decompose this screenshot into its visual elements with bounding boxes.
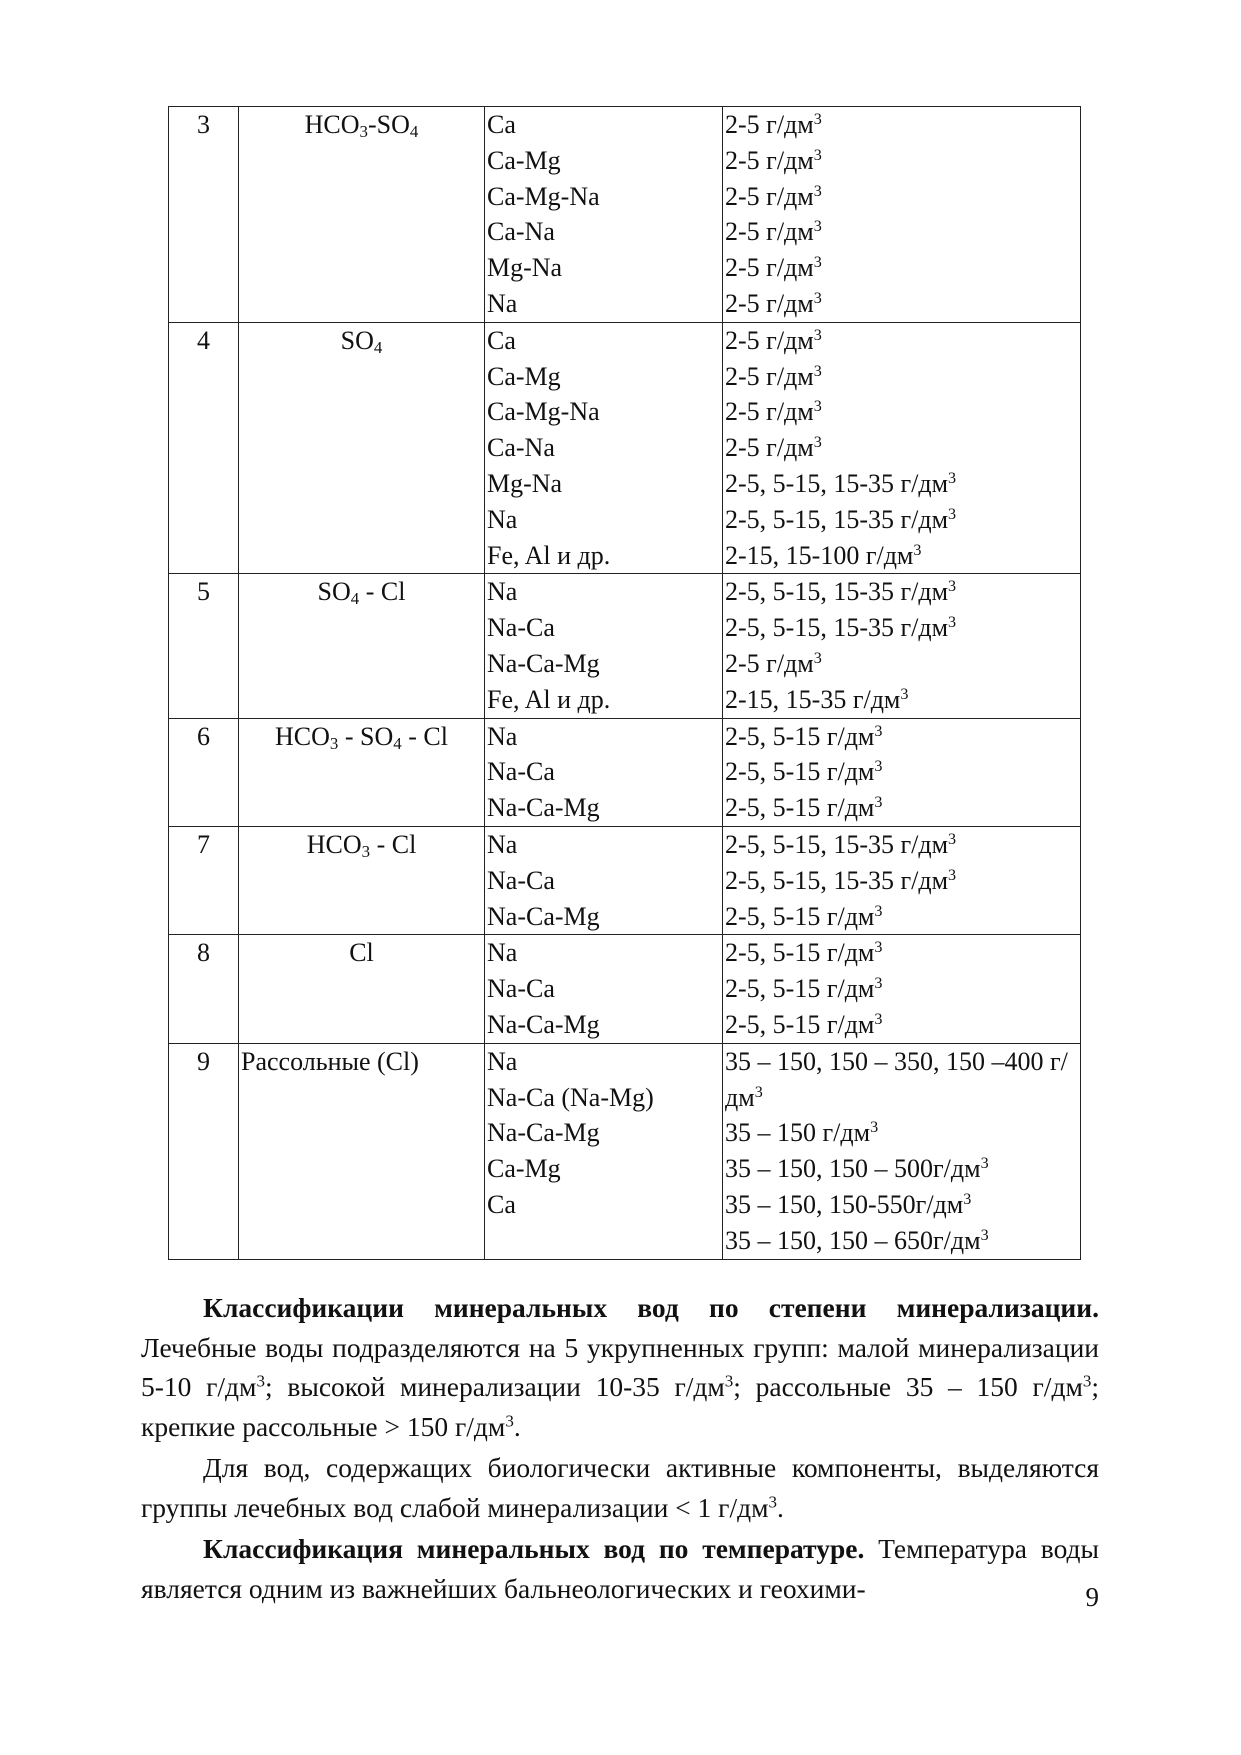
row-number: 3 <box>169 107 239 323</box>
mineralization-value: 2-5, 5-15, 15-35 $г/дм^3$ <box>725 865 957 895</box>
cation: Na-Ca <box>487 757 555 787</box>
mineralization-list <box>723 935 1081 1043</box>
cation: Na-Ca-Mg <box>487 901 600 931</box>
cation: Na-Ca-Mg <box>487 648 600 678</box>
table-row <box>169 107 1081 323</box>
mineralization-value: 2-5, 5-15 $г/дм^3$ <box>725 938 883 968</box>
cation: Na <box>487 504 518 534</box>
mineralization-value: 2-5, 5-15 $г/дм^3$ <box>725 793 883 823</box>
table-row <box>169 718 1081 826</box>
mineralization-list <box>723 322 1081 574</box>
anion-type: $SO_4$ - Cl <box>239 574 485 718</box>
anion-type: Рассольные (Cl) <box>239 1043 485 1259</box>
mineralization-value: 2-15, 15-100 $г/дм^3$ <box>725 540 922 570</box>
cation: Na <box>487 938 518 968</box>
cation-list <box>485 1043 723 1259</box>
mineralization-value: 2-5 $г/дм^3$ <box>725 253 822 283</box>
mineralization-value: 2-5 $г/дм^3$ <box>725 288 822 318</box>
mineralization-value: 2-5 $г/дм^3$ <box>725 397 822 427</box>
cation-list <box>485 935 723 1043</box>
cation: Ca <box>487 325 516 355</box>
cation: Ca-Mg-Na <box>487 397 600 427</box>
row-number: 5 <box>169 574 239 718</box>
mineralization-list <box>723 826 1081 934</box>
cation: Na <box>487 1046 518 1076</box>
mineralization-list <box>723 718 1081 826</box>
mineralization-value: 2-5, 5-15, 15-35 $г/дм^3$ <box>725 577 957 607</box>
table-row <box>169 574 1081 718</box>
cation: Na-Ca (Na-Mg) <box>487 1082 654 1112</box>
mineralization-list <box>723 1043 1081 1259</box>
mineralization-value: 35 – 150, $150 - 500г/дм^3$ <box>725 1154 989 1184</box>
table-row <box>169 826 1081 934</box>
row-number: 8 <box>169 935 239 1043</box>
mineralization-value: 2-5 $г/дм^3$ <box>725 181 822 211</box>
mineralization-value: 35 – 150 $г/дм^3$ <box>725 1118 879 1148</box>
cation: Ca <box>487 110 516 139</box>
mineralization-value: 35 – 150, $150 - 650г/дм^3$ <box>725 1225 989 1255</box>
cation: Na-Ca-Mg <box>487 793 600 823</box>
anion-type: Cl <box>239 935 485 1043</box>
mineralization-value: 35 – 150, $150-550г/дм^3$ <box>725 1189 972 1219</box>
cation-list <box>485 574 723 718</box>
cation: Na-Ca-Mg <box>487 1009 600 1039</box>
table-row <box>169 935 1081 1043</box>
mineralization-value: 2-5 $г/дм^3$ <box>725 433 822 463</box>
cation-list <box>485 826 723 934</box>
cation: Mg-Na <box>487 468 563 498</box>
mineralization-value: 2-5 $г/дм^3$ <box>725 217 822 247</box>
mineralization-list <box>723 574 1081 718</box>
mineralization-value: 2-5 $г/дм^3$ <box>725 110 822 139</box>
cation: Na <box>487 577 518 607</box>
anion-type: $SO_4$ <box>239 322 485 574</box>
paragraph-mineralization: Классификации минеральных вод по степени минерализации. Лечебные воды подразделяются на 5 укрупненных групп: малой минерализации 5-10 $г/дм^3$; высокой минерализации 10-35 $г/дм^3$; рассольные 35 – 150 $г/дм^3$; крепкие рассольные > 150 $г/дм^3$. <box>141 1292 1099 1442</box>
mineralization-value: 2-5, 5-15 $г/дм^3$ <box>725 974 883 1004</box>
mineralization-value: 2-5 $г/дм^3$ <box>725 361 822 391</box>
mineralization-value: 35 – 150, 150 – 350, 150 –400 $г/дм^3$ <box>725 1046 1068 1112</box>
mineralization-value: 2-5, 5-15, 15-35 $г/дм^3$ <box>725 468 957 498</box>
page-number: 9 <box>1085 1582 1099 1612</box>
body-text <box>141 1288 1099 1608</box>
cation: Mg-Na <box>487 253 563 283</box>
anion-type: $HCO_3 - SO_4$ - Cl <box>239 718 485 826</box>
cation: Ca-Na <box>487 433 555 463</box>
cation: Na <box>487 721 518 751</box>
mineralization-value: 2-5 $г/дм^3$ <box>725 325 822 355</box>
cation: Na-Ca-Mg <box>487 1118 600 1148</box>
cation: Ca <box>487 1189 516 1219</box>
mineral-water-classification-table <box>168 106 1081 1260</box>
row-number: 7 <box>169 826 239 934</box>
cation-list <box>485 322 723 574</box>
cation: Ca-Mg-Na <box>487 181 600 211</box>
cation: Na <box>487 829 518 859</box>
cation: Ca-Na <box>487 217 555 247</box>
cation: Ca-Mg <box>487 145 561 175</box>
cation: Na-Ca <box>487 974 555 1004</box>
row-number: 9 <box>169 1043 239 1259</box>
cation: Na-Ca <box>487 865 555 895</box>
mineralization-value: 2-5, 5-15 $г/дм^3$ <box>725 721 883 751</box>
mineralization-value: 2-5, 5-15, 15-35 $г/дм^3$ <box>725 613 957 643</box>
mineralization-value: 2-5, 5-15, 15-35 $г/дм^3$ <box>725 504 957 534</box>
mineralization-value: 2-5, 5-15 $г/дм^3$ <box>725 757 883 787</box>
mineralization-value: 2-15, 15-35 $г/дм^3$ <box>725 684 909 714</box>
anion-type: $HCO_3-SO_4$ <box>239 107 485 323</box>
row-number: 4 <box>169 322 239 574</box>
cation-list <box>485 718 723 826</box>
paragraph-bioactive: Для вод, содержащих биологически активные компоненты, выделяются группы лечебных вод слабой минерализации < 1 $г/дм^3$. <box>141 1452 1099 1523</box>
cation: Fe, Al и др. <box>487 540 611 570</box>
row-number: 6 <box>169 718 239 826</box>
section-heading: Классификации минеральных вод по степени минерализации. <box>203 1292 1099 1323</box>
table-row <box>169 1043 1081 1259</box>
cation: Na <box>487 288 518 318</box>
mineralization-value: 2-5, 5-15 $г/дм^3$ <box>725 901 883 931</box>
mineralization-value: 2-5 $г/дм^3$ <box>725 145 822 175</box>
anion-type: $HCO_3$ - Cl <box>239 826 485 934</box>
mineralization-value: 2-5, 5-15 $г/дм^3$ <box>725 1009 883 1039</box>
mineralization-list <box>723 107 1081 323</box>
mineralization-value: 2-5, 5-15, 15-35 $г/дм^3$ <box>725 829 957 859</box>
cation: Ca-Mg <box>487 361 561 391</box>
mineralization-value: 2-5 $г/дм^3$ <box>725 648 822 678</box>
cation: Ca-Mg <box>487 1154 561 1184</box>
table-row <box>169 322 1081 574</box>
paragraph-temperature: Классификация минеральных вод по температуре. Температура воды является одним из важнейших бальнеологических и геохими- <box>141 1533 1100 1604</box>
cation: Fe, Al и др. <box>487 684 611 714</box>
cation: Na-Ca <box>487 613 555 643</box>
section-heading: Классификация минеральных вод по температуре. <box>203 1533 865 1564</box>
cation-list <box>485 107 723 323</box>
